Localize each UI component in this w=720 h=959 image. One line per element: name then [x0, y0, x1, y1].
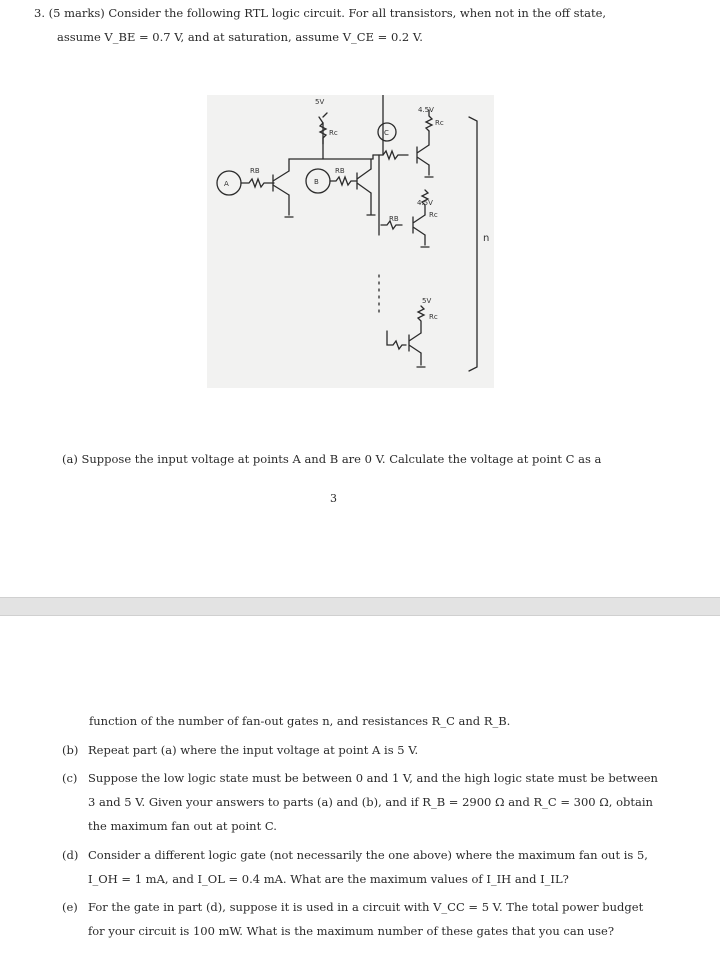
part-line: for your circuit is 100 mW. What is the maximum number of these gates that you can use?: [88, 924, 615, 938]
part-line: For the gate in part (d), suppose it is used in a circuit with V_CC = 5 V. The total power budget: [88, 900, 644, 914]
part-label: (c): [62, 771, 78, 785]
question-header-line-1: 3. (5 marks) Consider the following RTL logic circuit. For all transistors, when not in the off state,: [34, 6, 607, 20]
label-fanout-n: n: [483, 233, 490, 244]
rb-resistor-3: [373, 151, 408, 159]
transistor-1-body: [273, 171, 289, 195]
label-node-c: C: [384, 129, 389, 137]
label-rc-1: Rc: [435, 119, 444, 127]
circuit-sketch: [207, 95, 494, 388]
label-rc-2: Rc: [429, 211, 438, 219]
page-number: 3: [330, 492, 337, 505]
part-label: (b): [62, 743, 79, 757]
label-rc-3: Rc: [429, 313, 438, 321]
part-label: (d): [62, 848, 79, 862]
fanout-bracket: [469, 117, 477, 371]
part-line: 3 and 5 V. Given your answers to parts (a) and (b), and if R_B = 2900 Ω and R_C = 300 Ω, obtain: [88, 795, 653, 809]
label-node-b: B: [314, 178, 319, 186]
label-5v-3: 5V: [422, 297, 432, 305]
question-header-line-2: assume V_BE = 0.7 V, and at saturation, assume V_CE = 0.2 V.: [57, 30, 423, 44]
part-line: Repeat part (a) where the input voltage at point A is 5 V.: [88, 743, 419, 757]
rb-resistor-1: [241, 179, 274, 187]
rtl-circuit-figure: [207, 95, 494, 388]
rc-main-wire: [289, 113, 327, 171]
part-line: I_OH = 1 mA, and I_OL = 0.4 mA. What are the maximum values of I_IH and I_IL?: [88, 872, 569, 886]
part-line: Consider a different logic gate (not necessarily the one above) where the maximum fan out is 5,: [88, 848, 648, 862]
part-line: Suppose the low logic state must be between 0 and 1 V, and the high logic state must be between: [88, 771, 658, 785]
label-5v-main: 5V: [315, 98, 325, 106]
label-rb-3: RB: [389, 215, 399, 223]
label-45v-2: 4.5V: [417, 199, 433, 207]
label-45v-1: 4.5V: [418, 106, 434, 114]
label-rb-2: RB: [335, 167, 345, 175]
rb-resistor-2: [330, 177, 357, 185]
part-label: (e): [62, 900, 78, 914]
label-node-a: A: [224, 180, 229, 188]
node-a-circle: [217, 171, 241, 195]
label-rc-main: Rc: [329, 129, 338, 137]
page-separator: [0, 597, 720, 616]
part-line: the maximum fan out at point C.: [88, 819, 277, 833]
part-a-continuation: function of the number of fan-out gates n, and resistances R_C and R_B.: [89, 714, 511, 728]
part-a: (a) Suppose the input voltage at points A and B are 0 V. Calculate the voltage at point C as a: [62, 452, 602, 466]
label-rb-1: RB: [250, 167, 260, 175]
